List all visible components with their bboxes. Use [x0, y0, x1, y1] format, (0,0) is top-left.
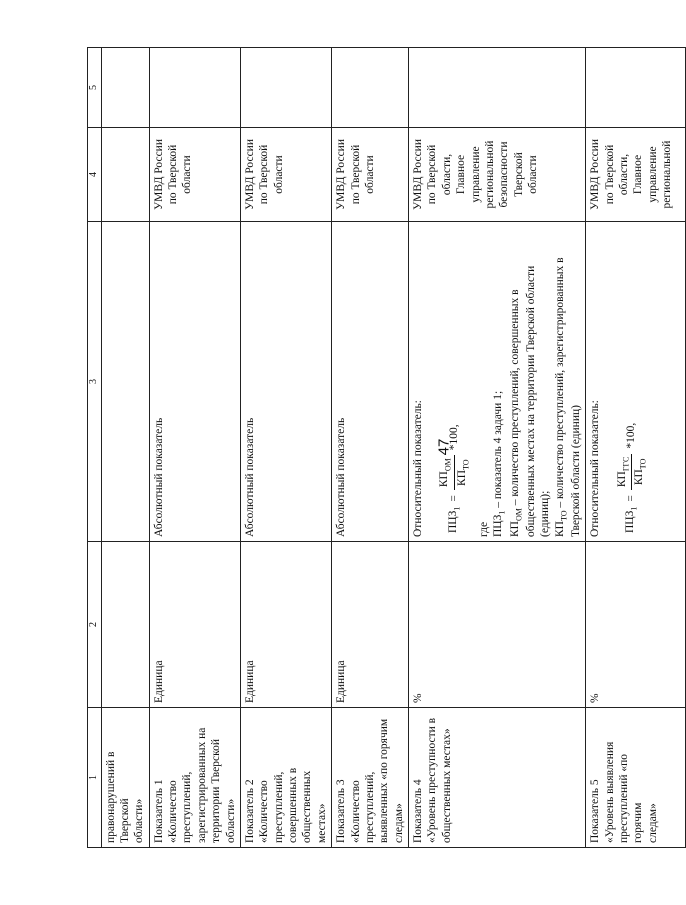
row-2-col5 [240, 48, 331, 128]
row-1-name: Показатель 1 «Количество преступлений, зарегистрированных на территории Тверской области» [149, 708, 240, 848]
row-4-unit: % [409, 542, 586, 708]
row-5-method [586, 222, 686, 542]
rotated-table-container [87, 48, 674, 848]
row-2-responsible: УМВД России по Тверской области [240, 128, 331, 222]
formula-fraction: $КП_{ГГС}$ $КП_{ТО}$ [615, 454, 649, 490]
row-4-method [409, 222, 586, 542]
formula-lhs: $ПЦЗ_1$ [624, 506, 639, 533]
row-3-col5 [332, 48, 409, 128]
row-5-name: Показатель 5 «Уровень выявления преступлений «по горячим следам» [586, 708, 686, 848]
formula-intro: Относительный показатель: [412, 400, 424, 537]
row-5-col5 [586, 48, 686, 128]
header-col-1: 1 [88, 708, 102, 848]
header-row [88, 48, 102, 848]
row-3-name: Показатель 3 «Количество преступлений, выявленных «по горячим следам» [332, 708, 409, 848]
header-col-5: 5 [88, 48, 102, 128]
table-row [409, 48, 586, 848]
row-4-responsible: УМВД России по Тверской области, Главное управление региональной безопасности Тверской области [409, 128, 586, 222]
table-row [240, 48, 331, 848]
formula-multiplier: *100, [447, 424, 460, 451]
header-col-3: 3 [88, 222, 102, 542]
formula-lhs: $ПЦЗ_1$ [447, 506, 462, 533]
row-0-method [101, 222, 149, 542]
table-row [332, 48, 409, 848]
row-3-method: Абсолютный показатель [332, 222, 409, 542]
row-2-name: Показатель 2 «Количество преступлений, совершенных в общественных местах» [240, 708, 331, 848]
table-row [149, 48, 240, 848]
formula-equals: = [447, 495, 460, 502]
indicators-table [87, 47, 686, 848]
row-3-unit: Единица [332, 542, 409, 708]
formula [437, 226, 471, 533]
formula-multiplier: *100, [625, 422, 638, 449]
formula-equals: = [625, 495, 638, 502]
row-5-unit: % [586, 542, 686, 708]
row-4-col5 [409, 48, 586, 128]
row-2-method: Абсолютный показатель [240, 222, 331, 542]
definition-3: $КП_{ТО}$ – количество преступлений, зарегистрированных в Тверской области (единиц) [553, 257, 582, 537]
row-1-unit: Единица [149, 542, 240, 708]
row-1-responsible: УМВД России по Тверской области [149, 128, 240, 222]
row-5-responsible: УМВД России по Тверской области, Главное управление региональной [586, 128, 686, 222]
formula-intro: Относительный показатель: [589, 400, 602, 537]
page-number: 47 [435, 438, 453, 456]
table-row [586, 48, 686, 848]
row-0-responsible [101, 128, 149, 222]
row-0-col5 [101, 48, 149, 128]
row-1-col5 [149, 48, 240, 128]
row-0-unit [101, 542, 149, 708]
header-col-4: 4 [88, 128, 102, 222]
row-3-responsible: УМВД России по Тверской области [332, 128, 409, 222]
formula-where: где [477, 521, 490, 537]
row-4-name: Показатель 4 «Уровень преступности в общественных местах» [409, 708, 586, 848]
definition-2: $КП_{ОМ}$ – количество преступлений, совершенных в общественных местах на территории Тверской области (единиц); [508, 265, 552, 537]
row-2-unit: Единица [240, 542, 331, 708]
row-1-method: Абсолютный показатель [149, 222, 240, 542]
table-row [101, 48, 149, 848]
header-col-2: 2 [88, 542, 102, 708]
definition-1: $ПЦЗ_1$ – показатель 4 задачи 1; [492, 390, 507, 537]
row-0-name: правонарушений в Тверской области» [101, 708, 149, 848]
formula [615, 226, 649, 533]
formula-fraction: $КП_{ОМ}$ $КП_{ТО}$ [437, 455, 471, 490]
